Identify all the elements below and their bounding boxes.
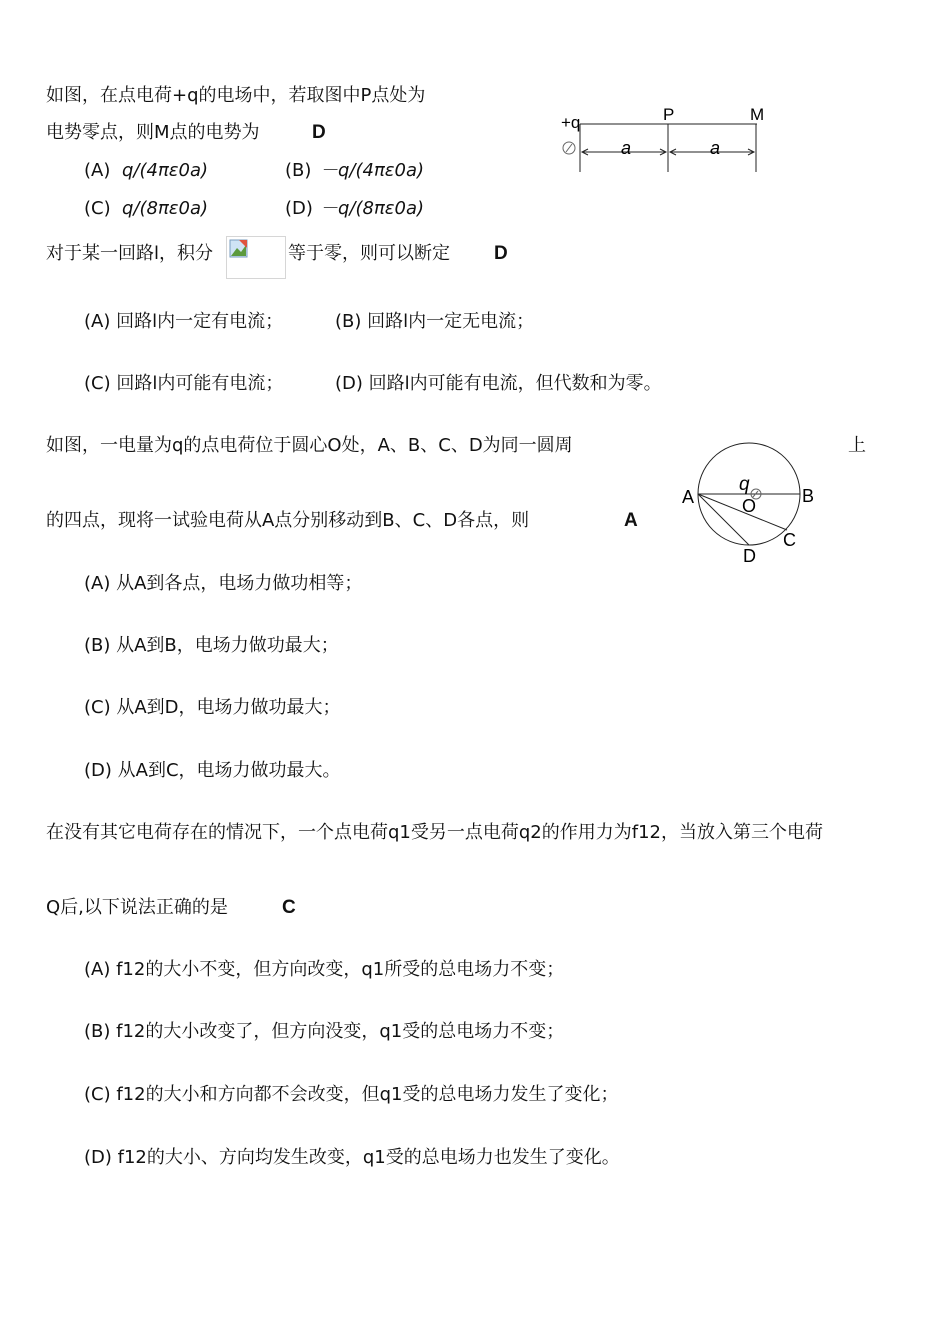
q2-stem-pre: 对于某一回路l，积分 [46,243,214,264]
q3-stem-line1: 如图，一电量为q的点电荷位于圆心O处，A、B、C、D为同一圆周 [46,435,573,456]
q4-stem-line1: 在没有其它电荷存在的情况下，一个点电荷q1受另一点电荷q2的作用力为f12，当放入第三个电荷 [46,822,823,843]
q3-figure-d-label: D [743,546,756,566]
q1-stem-line2: 电势零点，则M点的电势为 [46,122,260,143]
q4-option-b: (B) f12的大小改变了，但方向没变，q1受的总电场力不变； [84,1021,565,1042]
q1-stem-line1: 如图，在点电荷+q的电场中，若取图中P点处为 [46,85,426,106]
q2-option-a: (A) 回路l内一定有电流； [84,311,284,332]
q2-answer: D [494,243,508,264]
q3-figure-o-label: O [742,496,757,516]
q1-option-d-label: (D) [285,198,313,219]
q1-option-c-label: (C) [84,198,111,219]
q2-option-d: (D) 回路l内可能有电流，但代数和为零。 [335,373,662,394]
q4-option-a: (A) f12的大小不变，但方向改变，q1所受的总电场力不变； [84,959,565,980]
q3-stem-line1-end: 上 [848,435,866,456]
q3-figure-b-label: B [802,486,815,506]
q1-figure-m-label: M [750,105,765,124]
q3-option-b: (B) 从A到B，电场力做功最大； [84,635,339,656]
q1-option-c: q/(8πε0a) [122,198,209,219]
q3-figure [672,436,832,570]
q1-answer: D [312,122,326,143]
q2-option-c: (C) 回路l内可能有电流； [84,373,284,394]
q4-stem-line2: Q后,以下说法正确的是 [46,897,228,918]
q1-figure-charge-label: +q [561,113,581,132]
q3-stem-line2: 的四点，现将一试验电荷从A点分别移动到B、C、D各点，则 [46,510,530,531]
q3-option-c: (C) 从A到D，电场力做功最大； [84,697,341,718]
q1-option-d: －q/(8πε0a) [320,198,425,219]
q1-figure [555,100,775,180]
q1-option-a: q/(4πε0a) [122,160,209,181]
q1-option-b-label: (B) [285,160,312,181]
q1-figure-p-label: P [663,105,675,124]
broken-image-icon [229,239,249,259]
q4-option-d: (D) f12的大小、方向均发生改变，q1受的总电场力也发生了变化。 [84,1147,620,1168]
integral-image-placeholder [226,236,286,279]
q3-figure-q-label: q [739,474,750,495]
q3-option-a: (A) 从A到各点，电场力做功相等； [84,573,363,594]
q1-option-b: －q/(4πε0a) [320,160,425,181]
q1-option-a-label: (A) [84,160,111,181]
q1-figure-a-label-2: a [710,138,721,158]
q4-option-c: (C) f12的大小和方向都不会改变，但q1受的总电场力发生了变化； [84,1084,619,1105]
q3-answer: A [624,510,638,531]
q2-option-b: (B) 回路l内一定无电流； [335,311,535,332]
q1-figure-a-label-1: a [621,138,632,158]
q4-answer: C [282,897,296,918]
q3-option-d: (D) 从A到C，电场力做功最大。 [84,760,341,781]
q2-stem-post: 等于零，则可以断定 [288,243,450,264]
q3-figure-c-label: C [783,530,796,550]
q3-figure-a-label: A [682,487,695,507]
